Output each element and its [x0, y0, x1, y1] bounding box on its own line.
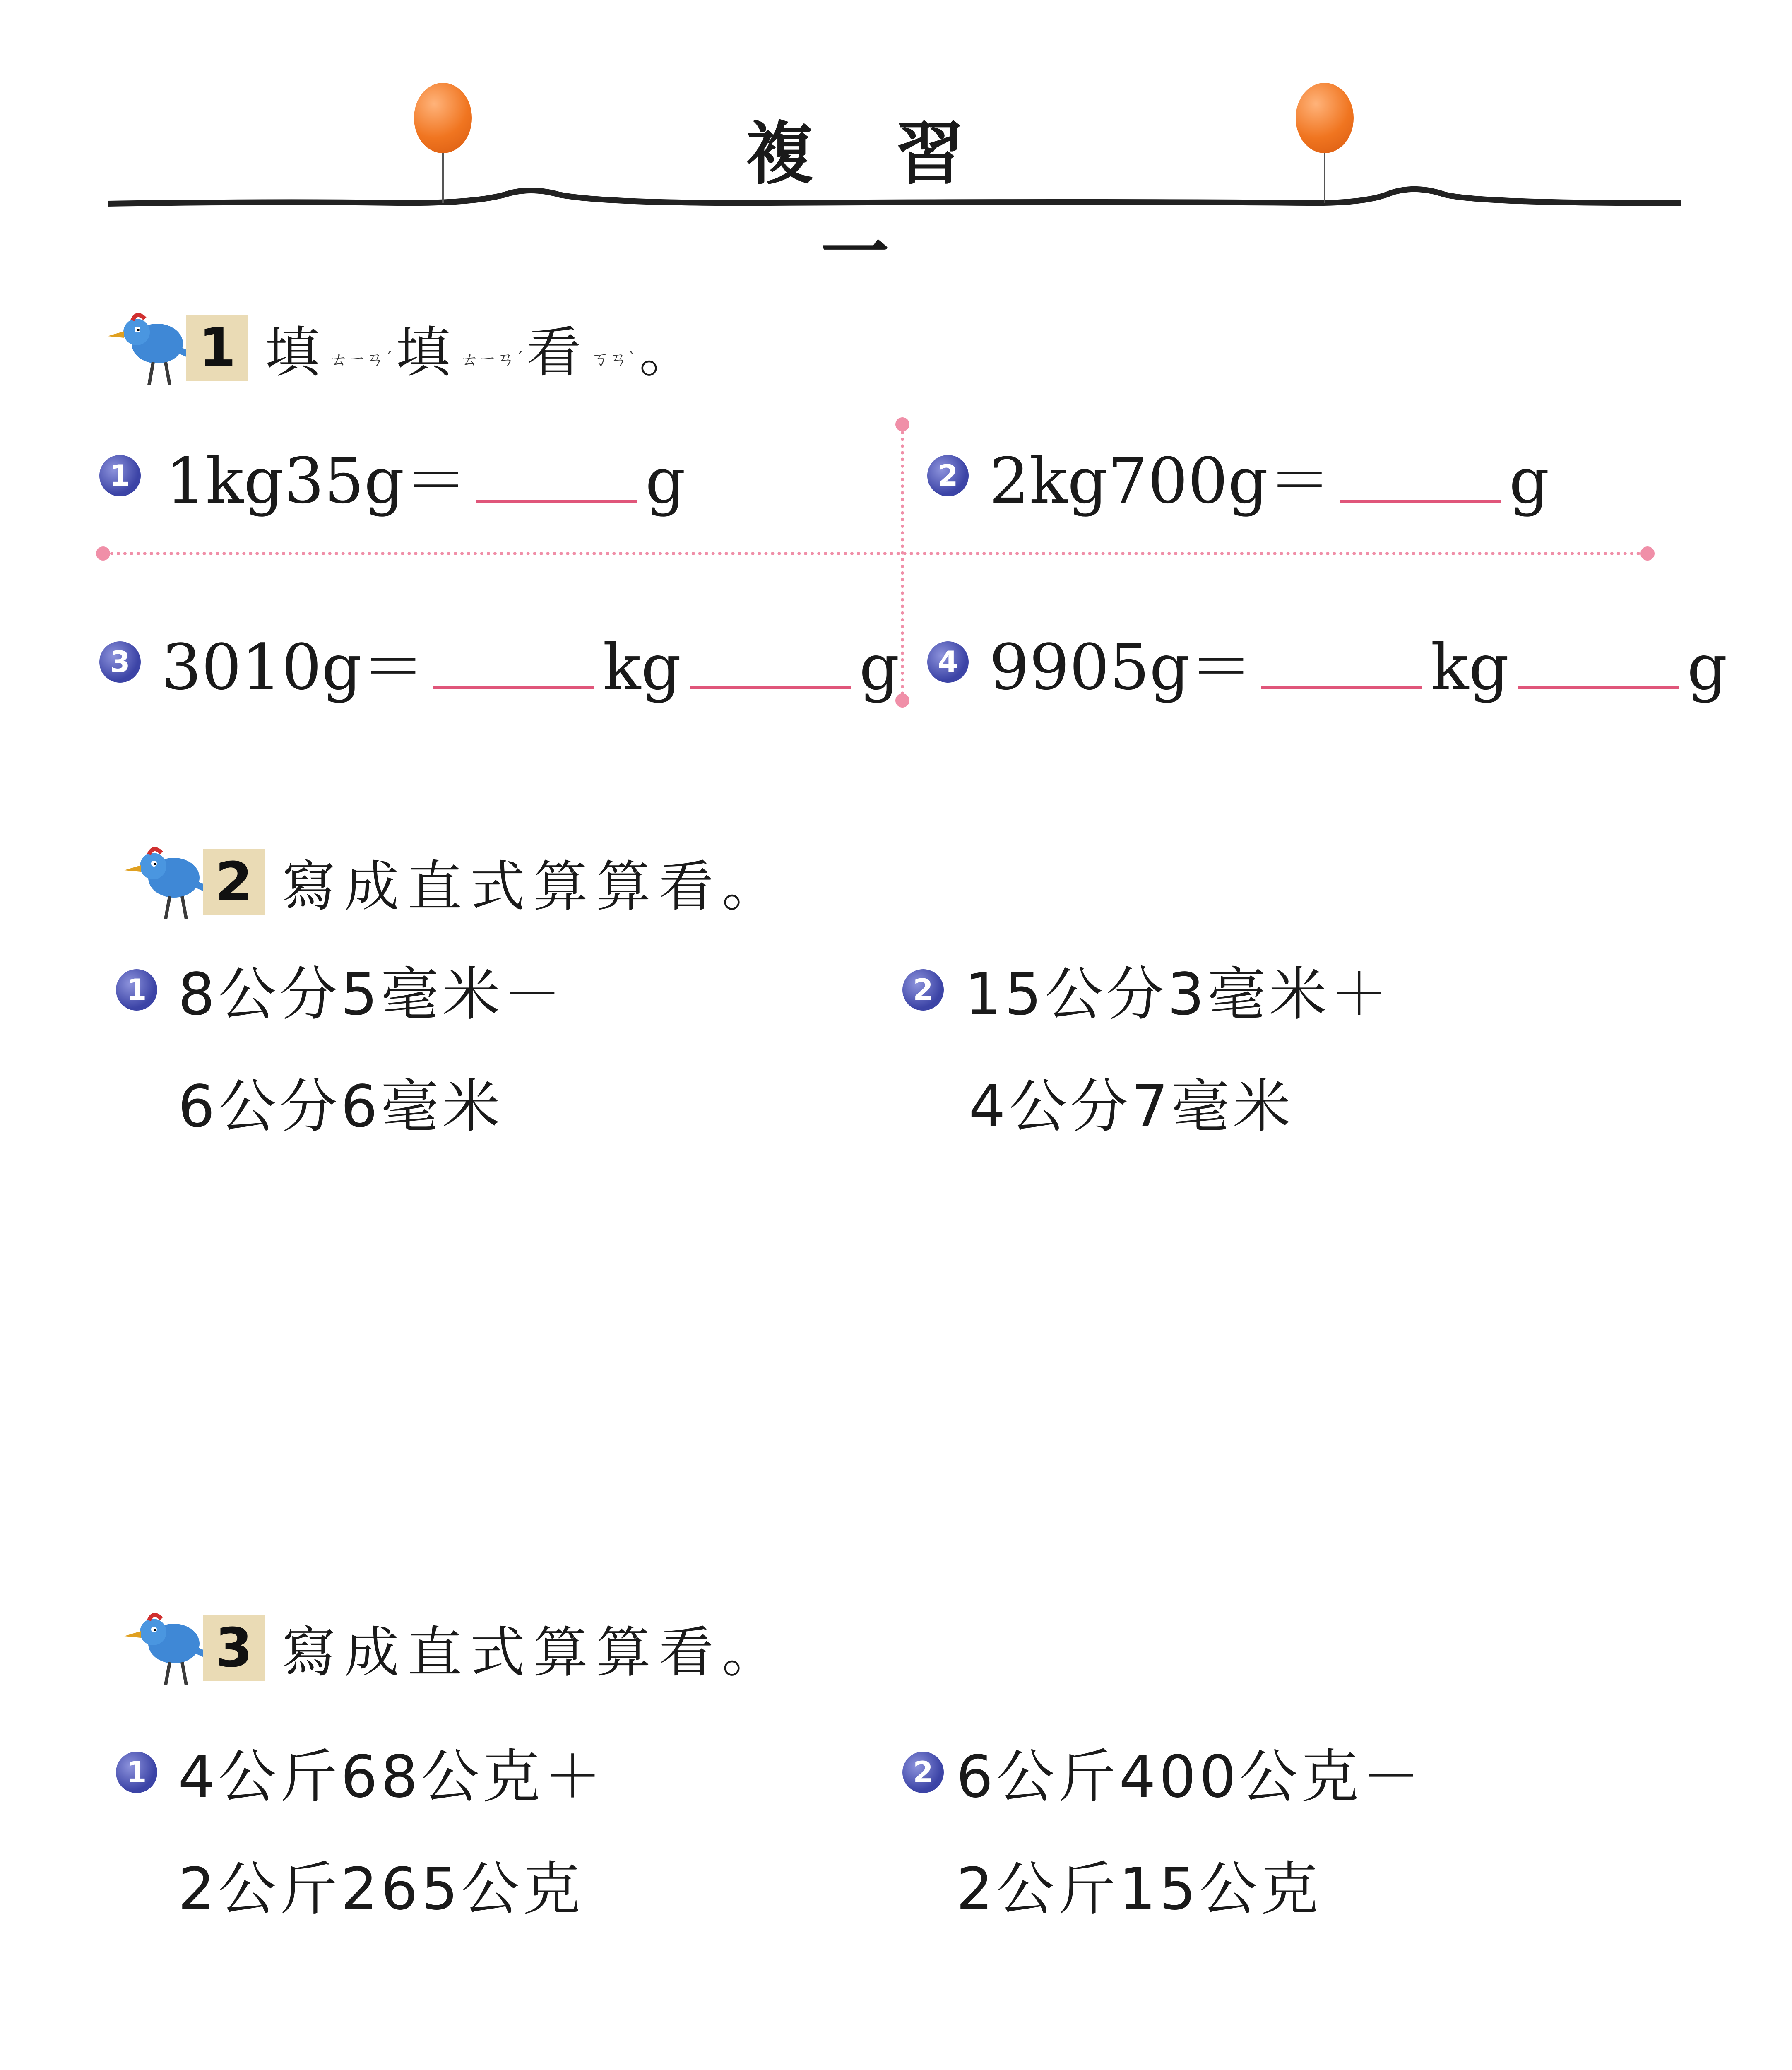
grid-divider-horizontal — [103, 552, 1648, 555]
exercise-3-1 — [116, 1731, 605, 1926]
balloon-left-icon — [414, 83, 472, 153]
problem-line-2: 2公斤265公克 — [178, 1856, 584, 1923]
exercise-expression: 1kg35g＝ g — [166, 444, 686, 518]
problem-line-2: 2公斤15公克 — [956, 1856, 1322, 1923]
answer-blank[interactable] — [1518, 637, 1679, 689]
exercise-expression: 9905g＝ kg g — [989, 631, 1727, 704]
bird-icon — [108, 306, 195, 389]
problem-line-1: 6公斤400公克－ — [956, 1743, 1424, 1811]
page-title: 複 習 一 — [746, 114, 993, 292]
balloon-right-string — [1324, 153, 1325, 203]
section-3-number: 3 — [203, 1615, 265, 1681]
problem-line-1: 4公斤68公克＋ — [178, 1743, 605, 1811]
problem-line-1: 8公分5毫米－ — [178, 961, 565, 1028]
exercise-expression: 3010g＝ kg g — [161, 631, 900, 704]
section-3-instruction: 寫成直式算算看。 — [281, 1621, 785, 1685]
balloon-left-string — [442, 153, 444, 203]
exercise-1-3 — [99, 617, 900, 707]
balloon-right-icon — [1296, 83, 1354, 153]
item-badge: 2 — [902, 1752, 944, 1793]
exercise-1-2 — [927, 431, 1549, 521]
item-badge: 1 — [116, 1752, 157, 1793]
section-1-number: 1 — [186, 315, 248, 381]
exercise-2-1 — [116, 948, 565, 1143]
section-2-number: 2 — [203, 849, 265, 915]
bird-icon — [124, 1606, 211, 1689]
section-3-header — [124, 1606, 785, 1689]
section-1-header — [108, 306, 702, 389]
item-badge: 1 — [99, 455, 141, 496]
divider-dot — [895, 417, 909, 431]
bird-icon — [124, 840, 211, 923]
section-1-instruction: 填ㄊㄧㄢˊ填ㄊㄧㄢˊ看ㄎㄢˋ。 — [265, 321, 702, 385]
item-badge: 4 — [927, 641, 969, 683]
divider-dot — [96, 546, 110, 561]
answer-blank[interactable] — [433, 637, 594, 689]
section-2-instruction: 寫成直式算算看。 — [281, 855, 785, 919]
item-badge: 3 — [99, 641, 141, 683]
problem-line-2: 6公分6毫米 — [178, 1073, 504, 1141]
exercise-3-2 — [902, 1731, 1423, 1926]
exercise-1-4 — [927, 617, 1727, 707]
grid-divider-vertical — [901, 424, 904, 702]
item-badge: 2 — [902, 969, 944, 1011]
divider-dot — [1640, 546, 1655, 561]
answer-blank[interactable] — [690, 637, 851, 689]
problem-line-2: 4公分7毫米 — [969, 1073, 1294, 1141]
problem-line-1: 15公分3毫米＋ — [965, 961, 1392, 1028]
section-2-header — [124, 840, 785, 923]
exercise-2-2 — [902, 948, 1391, 1143]
item-badge: 1 — [116, 969, 157, 1011]
exercise-1-1 — [99, 431, 686, 521]
item-badge: 2 — [927, 455, 969, 496]
answer-blank[interactable] — [1340, 450, 1501, 503]
answer-blank[interactable] — [1261, 637, 1422, 689]
exercise-expression: 2kg700g＝ g — [989, 444, 1549, 518]
answer-blank[interactable] — [476, 450, 637, 503]
